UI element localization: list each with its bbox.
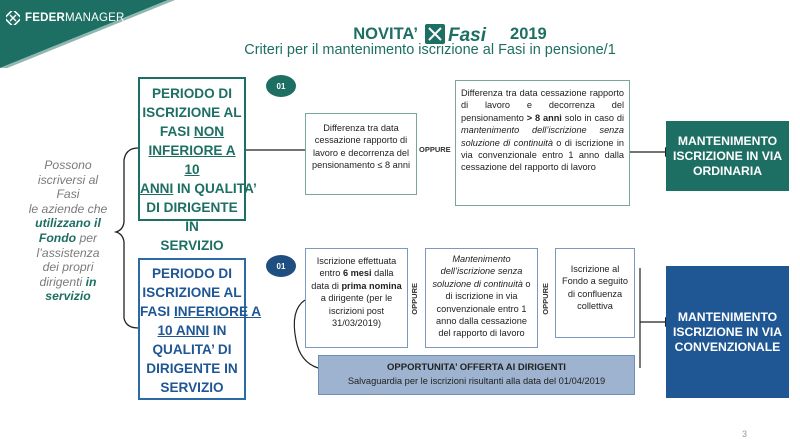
opportunity-text: Salvaguardia per le iscrizioni risultanti alla data del 01/04/2019	[347, 376, 606, 386]
criteria-italic: mantenimento dell’iscrizione senza soluzione di continuità	[461, 125, 624, 148]
criteria-box-le-8-anni	[305, 113, 417, 195]
periodo-underlined: ANNI	[140, 181, 174, 196]
step-badge: 01	[266, 75, 296, 97]
step-badge: 01	[266, 255, 296, 277]
periodo-line: PERIODO DI	[151, 266, 233, 281]
criteria-text: a dirigente (per le iscrizioni post 31/03/2019)	[320, 293, 393, 329]
oppure-label: OPPURE	[410, 283, 419, 315]
logo-bold-text: FEDER	[25, 12, 65, 24]
periodo-text-part: IN QUALITA’	[173, 181, 257, 196]
title-novita: NOVITA’	[353, 24, 419, 43]
criteria-text: solo in caso di	[561, 112, 624, 123]
criteria-italic: Mantenimento dell’iscrizione senza soluzione di continuità	[432, 254, 523, 289]
periodo-line: DIRIGENTE IN	[146, 361, 238, 376]
periodo-underlined: NON	[193, 124, 225, 139]
intro-line: l’assistenza	[36, 245, 100, 260]
periodo-line: ISCRIZIONE AL	[142, 105, 242, 120]
periodo-line	[140, 122, 244, 141]
criteria-text: Iscrizione al Fondo a seguito di confluenza collettiva	[562, 264, 628, 312]
title-year: 2019	[510, 24, 547, 43]
criteria-box-mantenimento	[425, 248, 538, 348]
intro-bold: Fondo	[38, 230, 77, 245]
intro-line: Possono	[44, 158, 92, 172]
fasi-logo-text: Fasi	[448, 25, 487, 45]
opportunity-box	[318, 355, 635, 395]
criteria-box-confluenza	[555, 248, 635, 338]
result-convenzionale: MANTENIMENTO ISCRIZIONE IN VIA CONVENZIONALE	[666, 266, 789, 398]
periodo-text-part: FASI	[159, 124, 194, 139]
periodo-underlined: INFERIORE A	[174, 304, 262, 319]
periodo-line	[140, 179, 257, 198]
criteria-text: dalla data di	[311, 268, 394, 291]
criteria-bold: > 8 anni	[526, 112, 562, 123]
periodo-line: DI DIRIGENTE IN	[146, 200, 238, 234]
periodo-text-part: FASI	[140, 304, 174, 319]
periodo-line: QUALITA’ DI	[152, 342, 232, 357]
periodo-underlined: 10 ANNI	[157, 323, 210, 338]
intro-line: Fasi	[56, 187, 80, 202]
intro-line: le aziende che	[28, 201, 108, 216]
periodo-non-inferiore-box	[138, 77, 257, 253]
criteria-box-gt-8-anni	[455, 80, 630, 206]
criteria-bold: prima nomina	[341, 280, 402, 291]
criteria-text: Iscrizione effettuata entro	[316, 256, 397, 279]
criteria-text: Differenza tra data cessazione rapporto di lavoro e decorrenza del pensionamento ≤ 8 anni	[311, 123, 410, 171]
intro-line: dei propri	[42, 260, 94, 275]
intro-line: iscriversi al	[37, 172, 99, 187]
intro-text-part: per	[76, 230, 98, 245]
periodo-line	[140, 302, 262, 321]
intro-text-part: dirigenti	[39, 274, 86, 289]
criteria-bold: 6 mesi	[342, 268, 372, 279]
page-subtitle: Criteri per il mantenimento iscrizione al Fasi in pensione/1	[244, 42, 616, 58]
oppure-label: OPPURE	[541, 283, 550, 315]
oppure-label: OPPURE	[419, 145, 451, 154]
periodo-line	[140, 141, 244, 179]
criteria-text: o di iscrizione in via convenzionale entro 1 anno dalla cessazione del rapporto di lavoro	[461, 137, 624, 173]
periodo-line	[140, 321, 244, 340]
result-ordinaria: MANTENIMENTO ISCRIZIONE IN VIA ORDINARIA	[666, 121, 789, 191]
periodo-text-part: IN	[209, 323, 227, 338]
criteria-text: o di iscrizione in via convenzionale entro 1 anno dalla cessazione del rapporto di lavoro	[436, 278, 531, 339]
criteria-box-6-mesi	[305, 248, 408, 348]
periodo-underlined: INFERIORE A 10	[148, 143, 236, 177]
periodo-line: SERVIZIO	[160, 380, 224, 395]
intro-bold: in	[85, 274, 97, 289]
page-number: 3	[742, 429, 748, 439]
periodo-inferiore-box	[138, 258, 262, 400]
intro-bold: servizio	[45, 289, 91, 304]
opportunity-title: OPPORTUNITA’ OFFERTA AI DIRIGENTI	[387, 362, 566, 373]
periodo-line: SERVIZIO	[160, 238, 224, 253]
criteria-text: Differenza tra data cessazione rapporto di lavoro e decorrenza del pensionamento	[461, 88, 624, 123]
intro-bold: utilizzano il	[35, 216, 101, 231]
periodo-line: PERIODO DI	[151, 86, 233, 101]
logo-light-text: MANAGER	[64, 12, 125, 24]
periodo-line: ISCRIZIONE AL	[142, 285, 242, 300]
